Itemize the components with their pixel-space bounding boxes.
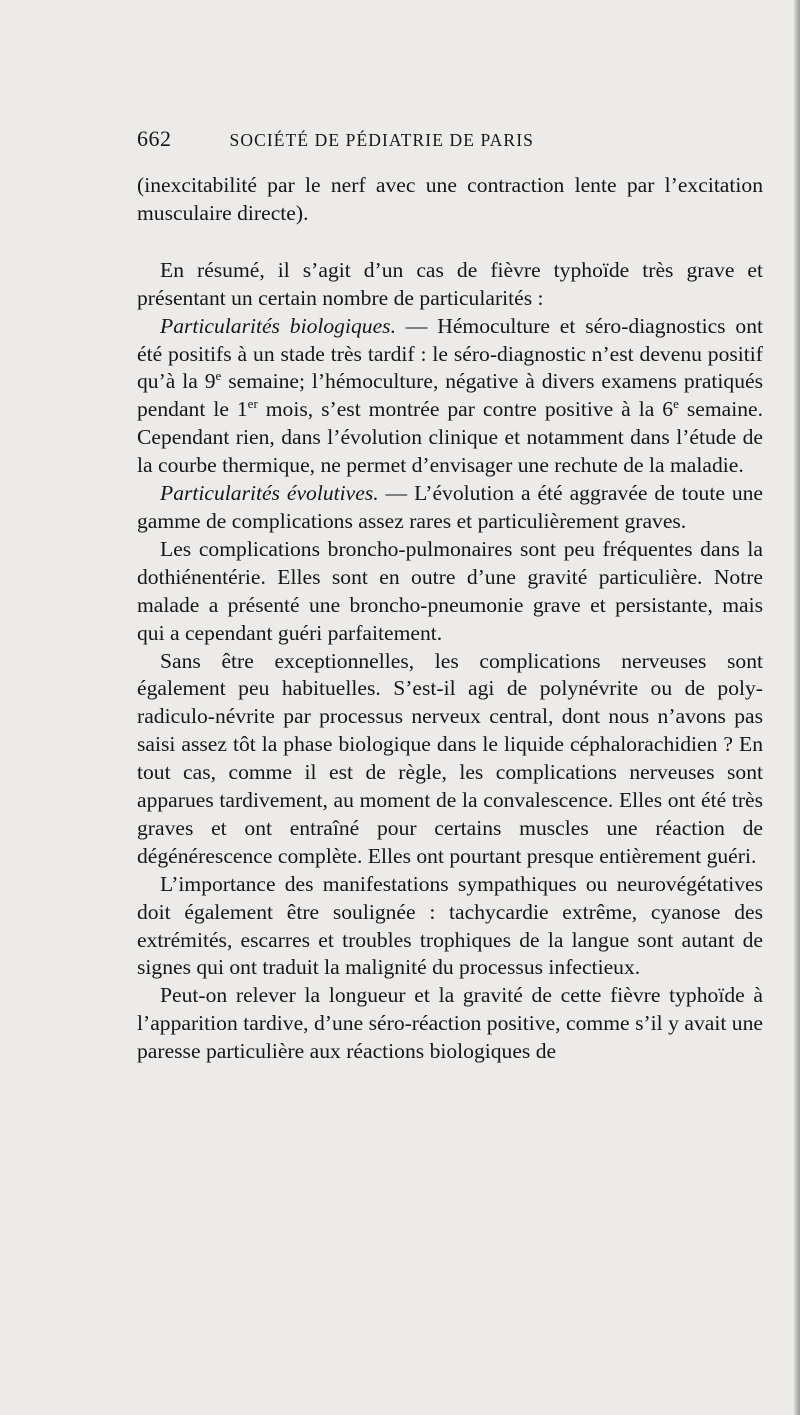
paragraph-summary: En résumé, il s’agit d’un cas de fièvre typhoïde très grave et présentant un certain nombre de particularités : <box>137 257 763 310</box>
paragraph-continuation: (inexcitabilité par le nerf avec une contraction lente par l’excitation musculaire directe). <box>137 173 763 225</box>
paragraph-question: Peut-on relever la longueur et la gravité de cette fièvre typhoïde à l’apparition tardive, d’une séro-réaction positive, comme s’il y avait une paresse particulière aux réactions biologiques de <box>137 983 763 1064</box>
paragraph-text: — L’évolution a été aggravée de toute une gamme de complications assez rares et particulièrement graves. <box>137 481 764 533</box>
paragraph-text: semaine; l’hémoculture, négative à divers examens pratiqués pendant le 1 <box>137 369 763 422</box>
running-title: SOCIÉTÉ DE PÉDIATRIE DE PARIS <box>229 130 534 150</box>
paragraph-biological <box>137 313 763 480</box>
section-title-evolutive: Particularités évolutives. <box>160 481 379 506</box>
page-header <box>137 126 627 156</box>
body-text <box>137 172 763 1066</box>
superscript: e <box>673 396 679 412</box>
paragraph-nervous: Sans être exceptionnelles, les complications nerveuses sont également peu habituelles. S’est-il agi de polynévrite ou de polyradiculo-névrite par processus nerveux central, dont nous n’avons pas saisi assez tôt la phase biologique dans le liquide céphalorachidien ? En tout cas, comme il est de règle, les complications nerveuses sont apparues tardivement, au moment de la convalescence. Elles ont été très graves et ont entraîné pour certains muscles une réaction de dégénérescence complète. Elles ont pourtant presque entièrement guéri. <box>137 648 763 868</box>
superscript: e <box>215 368 222 384</box>
page-number: 662 <box>137 126 172 151</box>
paragraph-text: — Hémoculture et séro-diagnostics ont été positifs à un stade très tardif : le séro-diagnostic n’est devenu positif qu’à la 9 <box>137 313 763 394</box>
paragraph-text: semaine. Cependant rien, dans l’évolution clinique et notamment dans l’étude de la courbe thermique, ne permet d’envisager une rechute de la maladie. <box>137 397 763 478</box>
paragraph-sympathetic: L’importance des manifestations sympathiques ou neurovégétatives doit également être soulignée : tachycardie extrême, cyanose des extrémités, escarres et troubles trophiques de la langue sont autant de signes qui ont traduit la malignité du processus infectieux. <box>137 871 763 980</box>
superscript: er <box>247 396 258 412</box>
paragraph-evolutive <box>137 480 763 536</box>
section-title-biological: Particularités biologiques. <box>160 313 396 338</box>
page-edge-shadow <box>794 0 800 1415</box>
paragraph-text: mois, s’est montrée par contre positive à la 6 <box>257 397 674 422</box>
paragraph-pulmonary: Les complications broncho-pulmonaires sont peu fréquentes dans la dothiénentérie. Elles sont en outre d’une gravité particulière. Notre malade a présenté une broncho-pneumonie grave et persistante, mais qui a cependant guéri parfaitement. <box>137 536 763 645</box>
